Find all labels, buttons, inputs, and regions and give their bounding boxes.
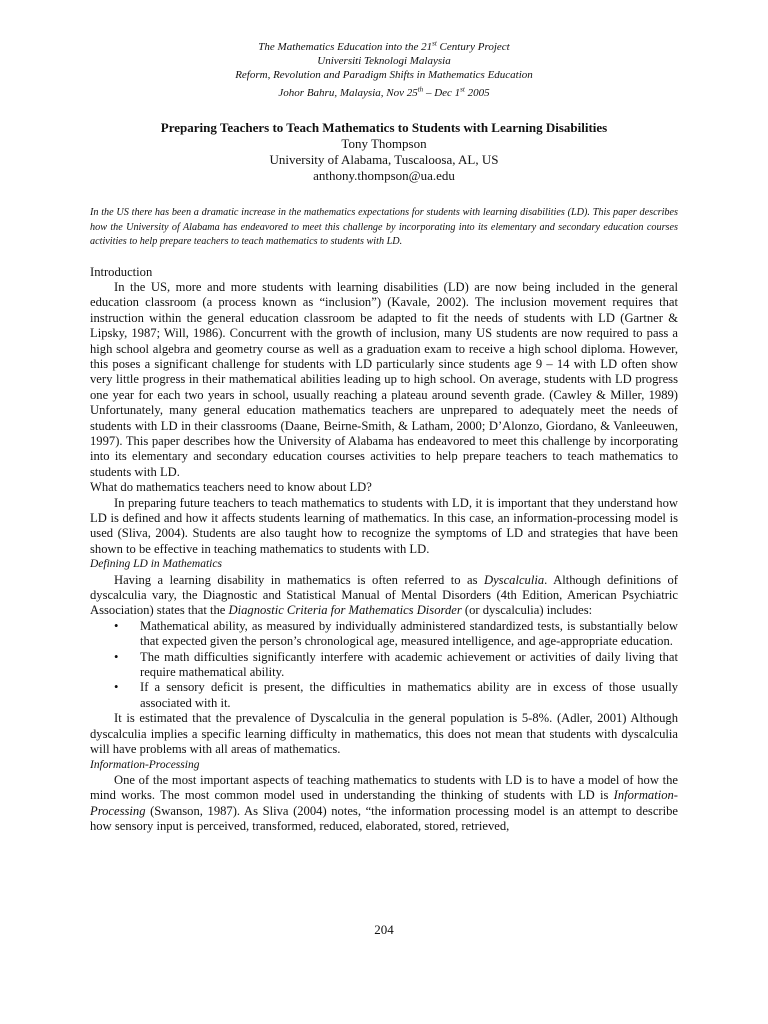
diagnostic-criteria-term: Diagnostic Criteria for Mathematics Disorder [228, 603, 462, 618]
title-block [90, 120, 678, 184]
intro-paragraph: In the US, more and more students with learning disabilities (LD) are now being included in the general education classroom (a process known as “inclusion”) (Kavale, 2002). The inclusion movement requires that instruction within the general education classroom be adapted to fit the needs of students with LD (Gartner & Lipsky, 1987; Will, 1986). Concurrent with the growth of inclusion, many US students are now required to pass a high school algebra and geometry course as well as a graduation exam to receive a high school diploma. However, this poses a significant challenge for students with LD particularly since students age 9 – 14 with LD often show very little progress in their mathematical abilities leading up to high school. On average, students with LD progress one year for each two years in school, usually reaching a plateau around seventh grade. (Cawley & Miller, 1989) Unfortunately, many general education mathematics teachers are unprepared to adequately meet the needs of students with LD in their classrooms (Daane, Beirne-Smith, & Latham, 2000; D’Alonzo, Giordano, & Vanleeuwen, 1997). This paper describes how the University of Alabama has endeavored to meet this challenge by incorporating into its elementary and secondary education courses activities to help prepare teachers to teach mathematics to students with LD. [90, 279, 678, 479]
conference-university-line: Universiti Teknologi Malaysia [317, 55, 451, 67]
bullet-item: • If a sensory deficit is present, the difficulties in mathematics ability are in excess of those usually associated with it. [114, 680, 678, 710]
author-name: Tony Thompson [341, 136, 427, 151]
page-number: 204 [374, 922, 394, 937]
bullet-icon: • [114, 680, 119, 695]
conference-date-line: Johor Bahru, Malaysia, Nov 25th – Dec 1st 2005 [278, 85, 490, 99]
conference-project-line: The Mathematics Education into the 21st Century Project [258, 39, 510, 53]
bullet-icon: • [114, 618, 119, 633]
conference-theme-line: Reform, Revolution and Paradigm Shifts in Mathematics Education [235, 69, 533, 81]
dyscalculia-term: Dyscalculia [484, 572, 545, 587]
question-paragraph: In preparing future teachers to teach mathematics to students with LD, it is important that they understand how LD is defined and how it affects students learning of mathematics. In this case, an information-processing model is used (Sliva, 2004). Students are also taught how to recognize the symptoms of LD and strategies that have been shown to be effective in teaching mathematics to students with LD. [90, 495, 678, 556]
subheading-defining-ld: Defining LD in Mathematics [90, 558, 222, 571]
bullet-item: • The math difficulties significantly interfere with academic achievement or activities of daily living that require mathematical ability. [114, 649, 678, 680]
body-text [90, 265, 678, 835]
subheading-information-processing: Information-Processing [90, 758, 200, 771]
paper-title: Preparing Teachers to Teach Mathematics to Students with Learning Disabilities [160, 120, 608, 135]
bullet-item: • Mathematical ability, as measured by individually administered standardized tests, is substantially below that expected given the person’s chronological age, measured intelligence, and age-appropriate education. [114, 618, 678, 649]
defining-paragraph: Having a learning disability in mathematics is often referred to as Dyscalculia. Although definitions of dyscalculia vary, the Diagnostic and Statistical Manual of Mental Disorders (4th Edition, American Psychiatric Association) states that the Diagnostic Criteria for Mathematics Disorder (or dyscalculia) includes: [90, 572, 679, 618]
conference-header [90, 40, 678, 100]
section-heading-question: What do mathematics teachers need to know about LD? [90, 480, 372, 495]
section-heading-introduction: Introduction [90, 264, 153, 279]
prevalence-paragraph: It is estimated that the prevalence of Dyscalculia in the general population is 5-8%. (Adler, 2001) Although dyscalculia implies a specific learning difficulty in mathematics, this does not mean that students with dyscalculia will have problems with all areas of mathematics. [90, 711, 678, 757]
information-processing-paragraph: One of the most important aspects of teaching mathematics to students with LD is to have a model of how the mind works. The most common model used in understanding the thinking of students with LD is Information-Processing (Swanson, 1987). As Sliva (2004) notes, “the information processing model is an attempt to describe how sensory input is perceived, transformed, reduced, elaborated, stored, retrieved, [90, 772, 678, 834]
author-affiliation: University of Alabama, Tuscaloosa, AL, US [269, 152, 499, 167]
criteria-bullet-list [90, 619, 678, 711]
bullet-icon: • [114, 649, 119, 664]
information-processing-term: Information-Processing [90, 788, 678, 818]
author-email: anthony.thompson@ua.edu [313, 168, 455, 183]
abstract: In the US there has been a dramatic increase in the mathematics expectations for students with learning disabilities (LD). This paper describes how the University of Alabama has endeavored to meet this challenge by incorporating into its elementary and secondary education courses activities to help prepare teachers to teach mathematics to students with LD. [90, 207, 678, 247]
